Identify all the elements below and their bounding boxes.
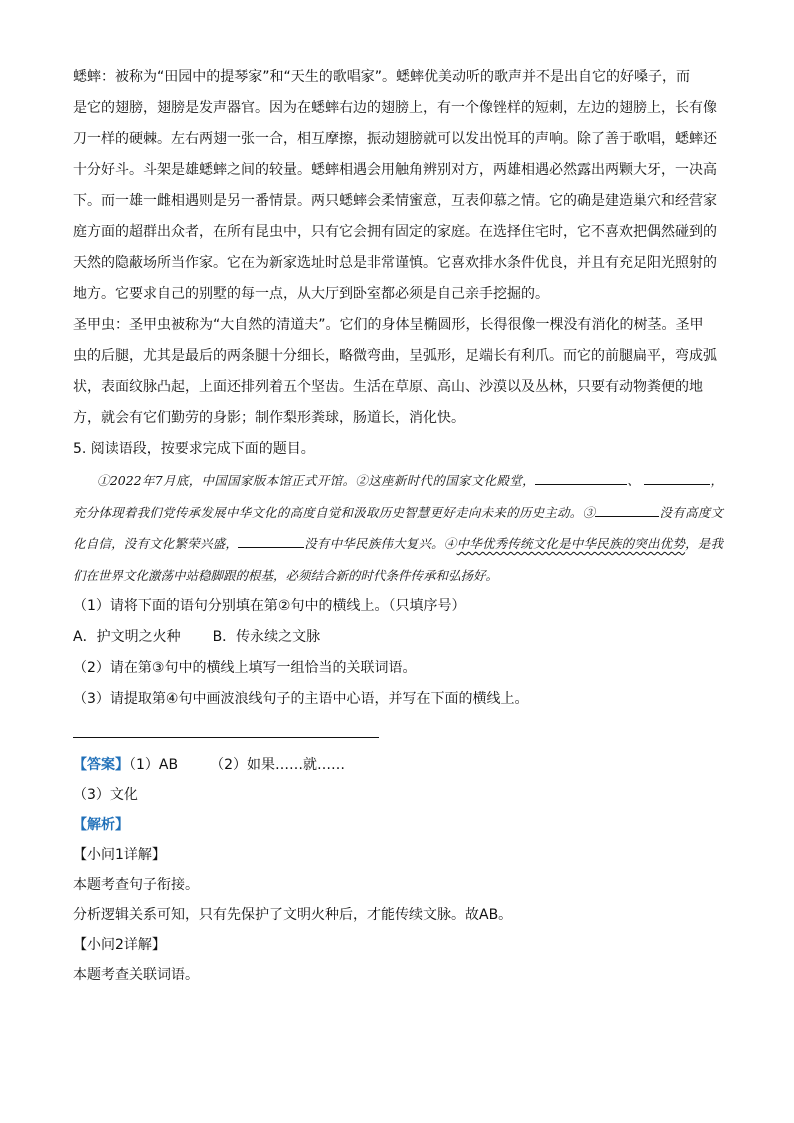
text-line: 刀一样的硬棘。左右两翅一张一合，相互摩擦，振动翅膀就可以发出悦耳的声响。除了善于歌唱，蟋蟀还 — [73, 131, 717, 147]
q2-line-1: 本题考查关联词语。 — [73, 967, 199, 983]
sub-question-3: （3）请提取第④句中画波浪线句子的主语中心语，并写在下面的横线上。 — [73, 691, 529, 707]
q2-heading: 【小问2详解】 — [73, 937, 166, 953]
text-line: 十分好斗。斗架是雄蟋蟀之间的较量。蟋蟀相遇会用触角辨别对方，两雄相遇必然露出两颗大牙，一决高 — [73, 162, 717, 178]
sentence-1-2: ①2022年7月底，中国国家版本馆正式开馆。②这座新时代的国家文化殿堂， — [97, 473, 535, 488]
answer-3: （3）文化 — [73, 787, 138, 803]
answer-1: （1）AB — [129, 757, 179, 773]
sentence-3-part-b: 没有中华民族伟大复兴。④ — [304, 536, 457, 551]
separator: 、 — [626, 473, 641, 488]
sentence-2-rest: ，充分体现着我们党传承发展中华文化的高度自觉和汲取历史智慧更好走向未来的历史主动。 — [73, 473, 723, 520]
sentence-3-number: ③ — [582, 504, 596, 520]
text-line: 地方。它要求自己的别墅的每一点，从大厅到卧室都必须是自己亲手挖掘的。 — [73, 286, 549, 302]
sentence-3-part-a: 没有高度文化自信，没有文化繁荣兴盛， — [73, 504, 723, 551]
text-line: 下。而一雄一雌相遇则是另一番情景。两只蟋蟀会柔情蜜意，互表仰慕之情。它的确是建造巢穴和经营家 — [73, 193, 717, 209]
option-b: B．传永续之文脉 — [212, 629, 321, 645]
answer-tag: 【答案】 — [73, 757, 129, 773]
q1-line-1: 本题考查句子衔接。 — [73, 877, 199, 893]
q1-heading: 【小问1详解】 — [73, 847, 166, 863]
text-line: 状，表面纹脉凸起，上面还排列着五个坚齿。生活在草原、高山、沙漠以及丛林，只要有动物粪便的地 — [73, 379, 703, 395]
sentence-4-rest: ，是我们在世界文化激荡中站稳脚跟的根基，必须结合新的时代条件传承和弘扬好。 — [73, 536, 723, 583]
options-row — [73, 622, 723, 653]
text-line: 圣甲虫：圣甲虫被称为“大自然的清道夫”。它们的身体呈椭圆形，长得很像一棵没有消化的树茎。圣甲 — [73, 317, 704, 333]
text-line: 天然的隐蔽场所当作家。它在为新家选址时总是非常谨慎。它喜欢排水条件优良，并且有充足阳光照射的 — [73, 255, 717, 271]
wavy-underlined-sentence: 中华优秀传统文化是中华民族的突出优势 — [456, 536, 686, 551]
paragraph-scarab — [73, 310, 723, 434]
option-a: A．护文明之火种 — [73, 629, 181, 645]
blank-line[interactable] — [595, 515, 659, 517]
paragraph-cricket — [73, 62, 723, 310]
analysis-tag: 【解析】 — [73, 817, 129, 833]
passage-text — [73, 465, 723, 591]
answer-2: （2）如果……就…… — [210, 757, 346, 773]
text-line: 方，就会有它们勤劳的身影；制作梨形粪球，肠道长，消化快。 — [73, 410, 465, 426]
document-page — [73, 62, 723, 990]
question-title: 5. 阅读语段，按要求完成下面的题目。 — [73, 441, 315, 457]
blank-line[interactable] — [644, 483, 710, 485]
sub-question-1: （1）请将下面的语句分别填在第②句中的横线上。（只填序号） — [73, 598, 466, 614]
text-line: 是它的翅膀，翅膀是发声器官。因为在蟋蟀右边的翅膀上，有一个像锉样的短刺，左边的翅膀上，长有像 — [73, 100, 717, 116]
q1-line-2: 分析逻辑关系可知，只有先保护了文明火种后，才能传续文脉。故AB。 — [73, 907, 513, 923]
blank-line[interactable] — [238, 546, 304, 548]
reading-passage — [73, 465, 723, 591]
text-line: 虫的后腿，尤其是最后的两条腿十分细长，略微弯曲，呈弧形，足端长有利爪。而它的前腿扁平，弯成弧 — [73, 348, 717, 364]
answer-blank-line[interactable] — [73, 737, 379, 738]
text-line: 庭方面的超群出众者，在所有昆虫中，只有它会拥有固定的家庭。在选择住宅时，它不喜欢把偶然碰到的 — [73, 224, 717, 240]
blank-line[interactable] — [535, 483, 627, 485]
answer-row — [73, 750, 723, 780]
sub-question-2: （2）请在第③句中的横线上填写一组恰当的关联词语。 — [73, 660, 417, 676]
text-line: 蟋蟀：被称为“田园中的提琴家”和“天生的歌唱家”。蟋蟀优美动听的歌声并不是出自它的好嗓子，而 — [73, 69, 691, 85]
